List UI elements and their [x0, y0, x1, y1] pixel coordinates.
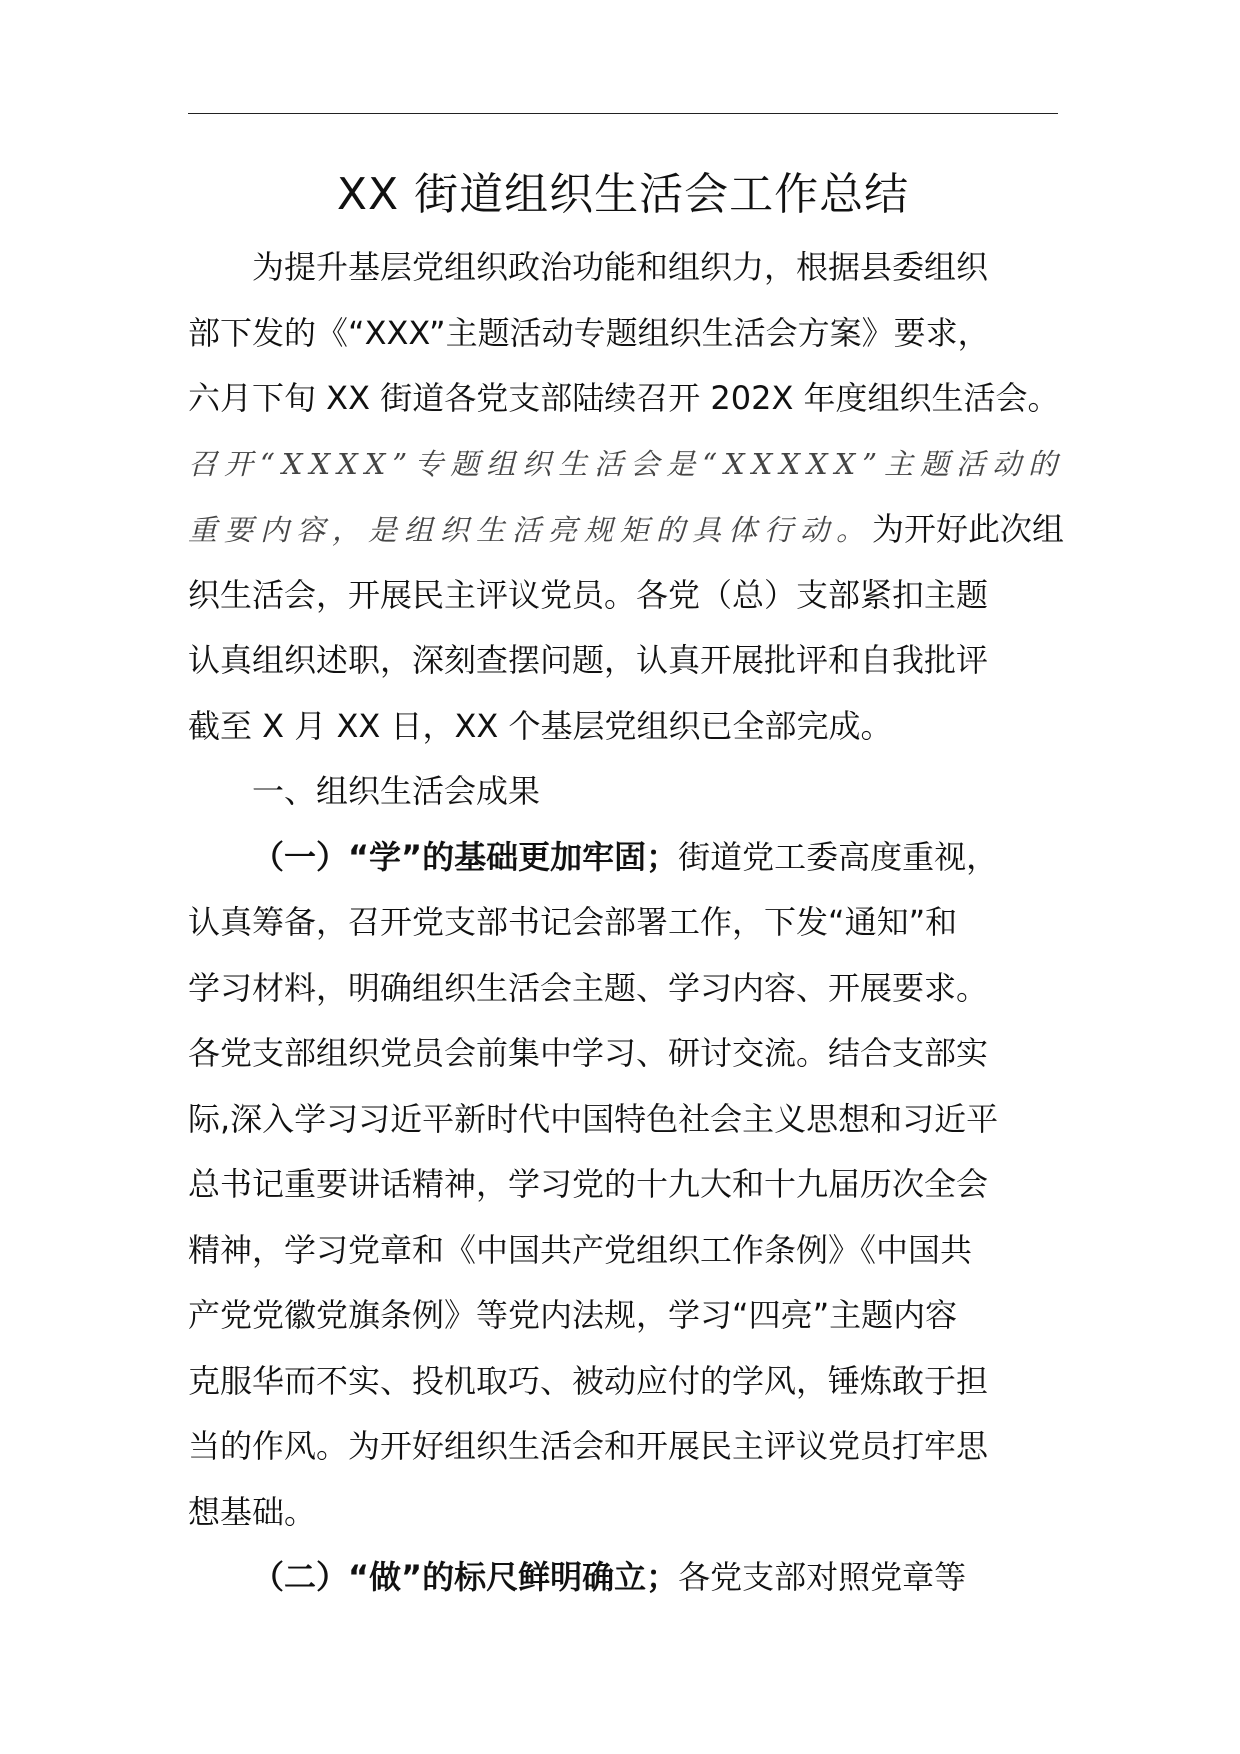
paragraph-line: 精神，学习党章和《中国共产党组织工作条例》《中国共 [188, 1230, 973, 1269]
paragraph-fragment: 各党支部对照党章等 [678, 1558, 967, 1596]
paragraph-line: 产党党徽党旗条例》等党内法规，学习“四亮”主题内容 [188, 1296, 958, 1334]
paragraph-line: 部下发的《“XXX”主题活动专题组织生活会方案》要求， [188, 313, 990, 352]
paragraph-fragment: 为开好此次组 [872, 510, 1065, 548]
document-body [188, 235, 1065, 1611]
paragraph-line: 际,深入学习习近平新时代中国特色社会主义思想和习近平 [188, 1099, 999, 1138]
subsection-heading: （一）“学”的基础更加牢固； [252, 837, 679, 876]
paragraph-line [188, 1545, 1058, 1611]
paragraph-line: 认真组织述职，深刻查摆问题，认真开展批评和自我批评 [188, 641, 989, 679]
paragraph-line: 认真筹备，召开党支部书记会部署工作，下发“通知”和 [188, 903, 958, 941]
header-rule [188, 113, 1058, 114]
document-title: XX 街道组织生活会工作总结 [336, 169, 910, 220]
paragraph-line [188, 825, 1058, 891]
paragraph-line: 克服华而不实、投机取巧、被动应付的学风，锤炼敢于担 [188, 1361, 989, 1400]
paragraph-line: 当的作风。为开好组织生活会和开展民主评议党员打牢思 [188, 1427, 989, 1465]
section-heading: 一、组织生活会成果 [252, 772, 541, 810]
paragraph-line: 学习材料，明确组织生活会主题、学习内容、开展要求。 [188, 968, 989, 1007]
paragraph-fragment: 重要内容，是组织生活亮规矩的具体行动。 [188, 513, 873, 547]
paragraph-line: 截至 X 月 XX 日，XX 个基层党组织已全部完成。 [188, 706, 893, 745]
paragraph-line: 想基础。 [188, 1492, 317, 1531]
paragraph-line: 为提升基层党组织政治功能和组织力，根据县委组织 [252, 248, 989, 286]
paragraph-line: 织生活会，开展民主评议党员。各党（总）支部紧扣主题 [188, 575, 989, 614]
paragraph-line: 总书记重要讲话精神，学习党的十九大和十九届历次全会 [188, 1165, 989, 1203]
paragraph-fragment: 街道党工委高度重视， [678, 837, 999, 876]
paragraph-line [188, 497, 1065, 563]
paragraph-line: 召开“XXXX”专题组织生活会是“XXXXX”主题活动的 [188, 446, 1065, 481]
paragraph-line: 各党支部组织党员会前集中学习、研讨交流。结合支部实 [188, 1034, 989, 1072]
subsection-heading: （二）“做”的标尺鲜明确立； [252, 1558, 679, 1596]
paragraph-line: 六月下旬 XX 街道各党支部陆续召开 202X 年度组织生活会。 [188, 379, 1060, 417]
